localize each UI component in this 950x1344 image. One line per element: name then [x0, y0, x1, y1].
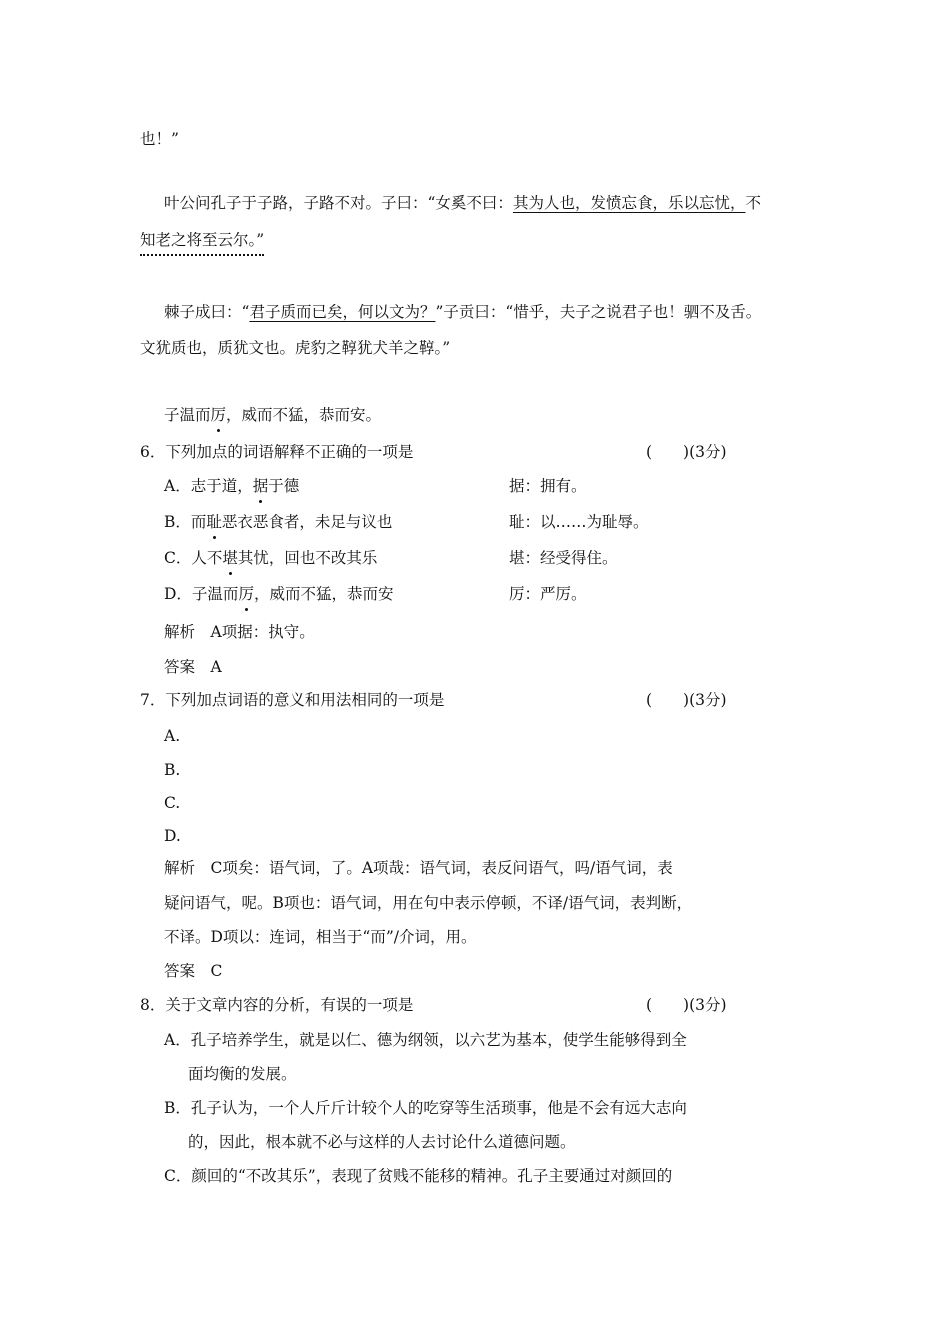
option-b-cont: 的，因此，根本就不必与这样的人去讨论什么道德问题。 [188, 1133, 576, 1151]
underlined-phrase: 君子质而已矣，何以文为？ [249, 303, 436, 321]
dotted-char: 据 [252, 477, 269, 495]
option-c: C．颜回的“不改其乐”，表现了贫贱不能移的精神。孔子主要通过对颜回的 [164, 1167, 673, 1185]
option-b-explanation: 耻：以……为耻辱。 [509, 513, 649, 531]
option-d-explanation: 厉：严厉。 [509, 585, 587, 603]
answer: 答案 A [164, 658, 222, 676]
option-a: A．志于道，据于德 [164, 477, 300, 495]
answer: 答案 C [164, 962, 223, 980]
option-c: C. [164, 794, 181, 812]
dotted-phrase: 忘忧 [698, 194, 730, 212]
question-8-mark: ( )(3分) [646, 996, 727, 1014]
passage-paragraph: 叶公问孔子于子路，子路不对。子曰：“女奚不曰：其为人也，发愤忘食，乐以忘忧，不 [164, 194, 761, 212]
question-7-mark: ( )(3分) [646, 691, 727, 709]
analysis-line: 不译。D项以：连词，相当于“而”/介词，用。 [164, 928, 477, 946]
option-a: A．孔子培养学生，就是以仁、德为纲领，以六艺为基本，使学生能够得到全 [164, 1031, 687, 1049]
dotted-char: 厉 [238, 585, 254, 603]
dotted-char: 堪 [222, 549, 238, 567]
option-a-cont: 面均衡的发展。 [188, 1065, 297, 1083]
underlined-phrase: 其为人也，发愤忘食，乐以 [512, 194, 699, 212]
passage-paragraph: 棘子成曰：“君子质而已矣，何以文为？”子贡曰：“惜乎，夫子之说君子也！驷不及舌。 [164, 303, 762, 321]
option-a-explanation: 据：拥有。 [509, 477, 587, 495]
option-d: D．子温而厉，威而不猛，恭而安 [164, 585, 394, 603]
dotted-char: 厉 [210, 406, 227, 424]
dotted-phrase: 知老之将至云尔。” [140, 230, 264, 256]
option-a: A. [164, 727, 181, 745]
question-7-stem: 7．下列加点词语的意义和用法相同的一项是 [140, 691, 445, 709]
question-8-stem: 8．关于文章内容的分析，有误的一项是 [140, 996, 414, 1014]
dotted-char: 耻 [206, 513, 222, 531]
analysis-line: 解析 C项矣：语气词，了。A项哉：语气词，表反问语气，吗/语气词，表 [164, 859, 673, 877]
analysis-line: 疑问语气，呢。B项也：语气词，用在句中表示停顿，不译/语气词，表判断， [164, 894, 693, 912]
passage-paragraph: 子温而厉，威而不猛，恭而安。 [164, 406, 382, 424]
option-b: B．而耻恶衣恶食者，未足与议也 [164, 513, 393, 531]
option-d: D. [164, 827, 181, 845]
option-c-explanation: 堪：经受得住。 [509, 549, 618, 567]
analysis: 解析 A项据：执守。 [164, 623, 315, 641]
question-6-stem: 6．下列加点的词语解释不正确的一项是 [140, 443, 414, 461]
passage-line: 也！” [140, 130, 179, 148]
option-b: B. [164, 761, 181, 779]
question-6-mark: ( )(3分) [646, 443, 727, 461]
passage-line: 文犹质也，质犹文也。虎豹之鞟犹犬羊之鞟。” [140, 339, 451, 357]
option-c: C．人不堪其忧，回也不改其乐 [164, 549, 378, 567]
option-b: B．孔子认为，一个人斤斤计较个人的吃穿等生活琐事，他是不会有远大志向 [164, 1099, 687, 1117]
